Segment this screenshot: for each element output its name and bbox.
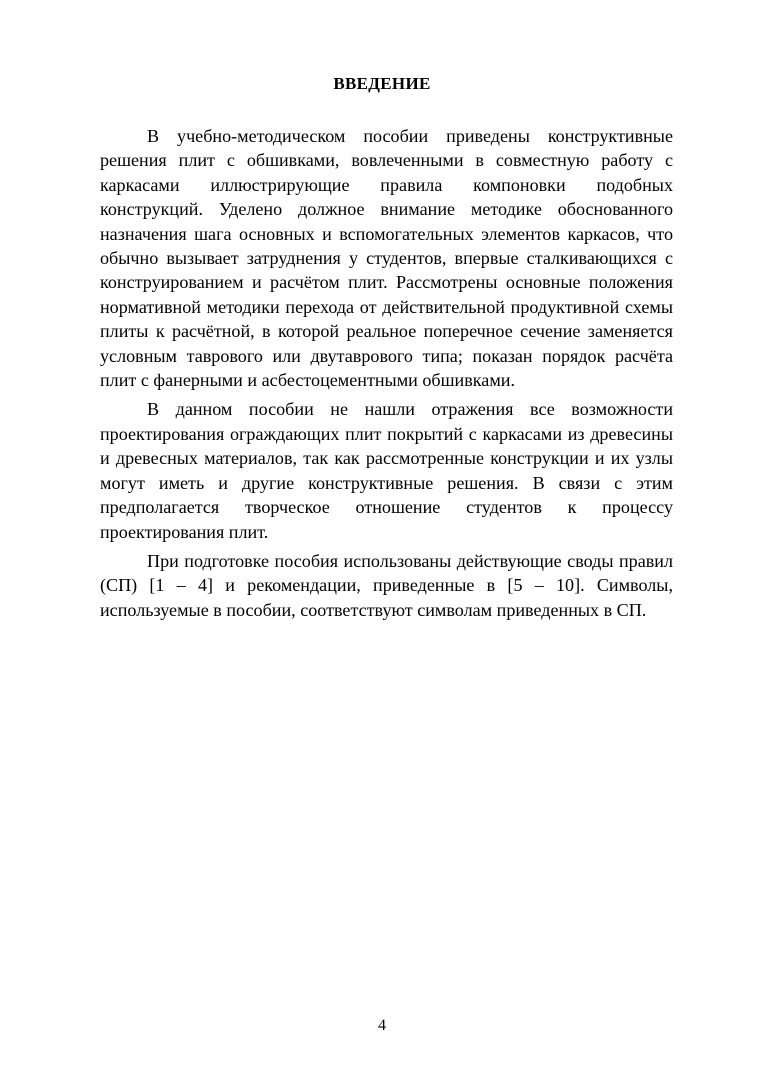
section-title: ВВЕДЕНИЕ — [333, 74, 431, 93]
paragraph-1: В учебно-методическом пособии приведены конструктивные решения плит с обшивками, вовлеченными в совместную работу с каркасами иллюстрирующие правила компоновки подобных конструкций. Уделено должное внимание методике обоснованного назначения шага основных и вспомогательных элементов каркасов, что обычно вызывает затруднения у студентов, впервые сталкивающихся с конструированием и расчётом плит. Рассмотрены основные положения нормативной методики перехода от действительной продуктивной схемы плиты к расчётной, в которой реальное поперечное сечение заменяется условным таврового или двутаврового типа; показан порядок расчёта плит с фанерными и асбестоцементными обшивками. — [100, 126, 673, 391]
body-text — [100, 124, 673, 622]
page-number: 4 — [378, 1017, 386, 1034]
paragraph-3: При подготовке пособия использованы действующие своды правил (СП) [1 – 4] и рекомендации, приведенные в [5 – 10]. Символы, используемые в пособии, соответствуют символам приведенных в СП. — [100, 550, 673, 620]
paragraph-2: В данном пособии не нашли отражения все возможности проектирования ограждающих плит покрытий с каркасами из древесины и древесных материалов, так как рассмотренные конструкции и их узлы могут иметь и другие конструктивные решения. В связи с этим предполагается творческое отношение студентов к процессу проектирования плит. — [100, 399, 673, 542]
